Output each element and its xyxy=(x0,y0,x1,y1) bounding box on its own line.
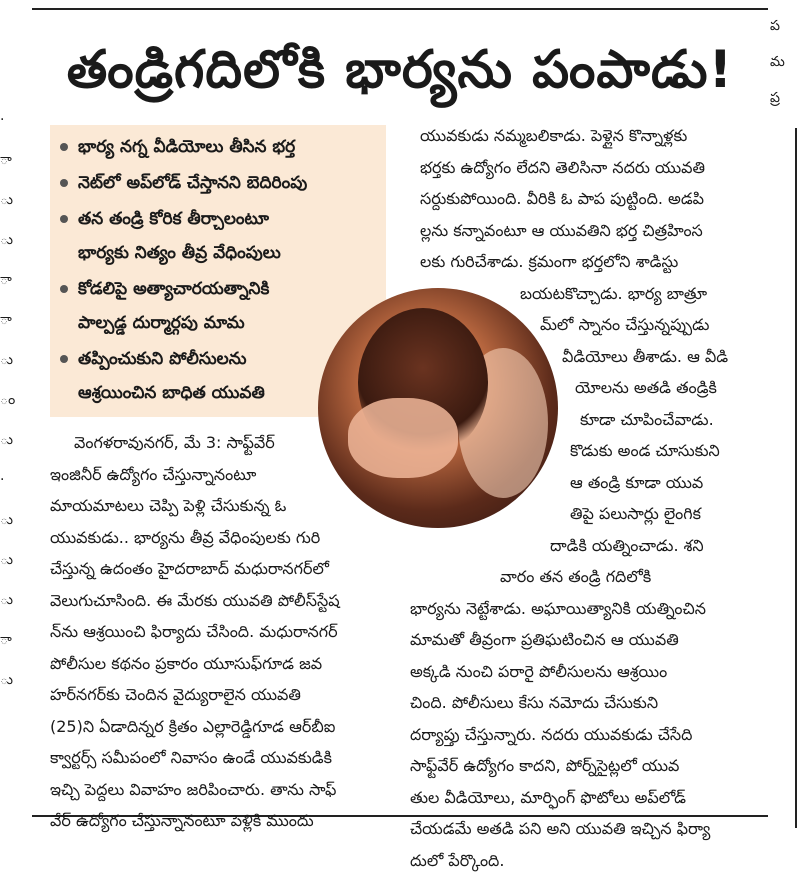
top-rule xyxy=(32,8,768,10)
article-line: ఇచ్చి పెద్దలు వివాహం జరిపించారు. తాను సాఫ్ xyxy=(50,774,390,806)
article-line: వేర్ ఉద్యోగం చేస్తున్నానంటూ పెళ్లికి ముందు xyxy=(50,805,390,837)
article-line: దాడికి యత్నించాడు. శని xyxy=(420,530,728,562)
article-line: దులో పేర్కొంది. xyxy=(410,845,728,876)
article-line: చింది. పోలీసులు కేసు నమోదు చేసుకుని xyxy=(410,687,728,719)
highlight-item-continued: ఆశ్రయించిన బాధిత యువతి xyxy=(60,383,265,407)
article-line: (25)ని ఏడాదిన్నర క్రితం ఎల్లారెడ్డిగూడ ఆర్‌బీఐ xyxy=(50,711,390,743)
article-line: వెలుగుచూసింది. ఈ మేరకు యువతి పోలీస్‌స్టేష xyxy=(50,585,390,617)
bullet-icon xyxy=(60,143,68,151)
article-line: క్వార్టర్స్ సమీపంలో నివాసం ఉండే యువకుడికి xyxy=(50,742,390,774)
article-line: హర్‌నగర్‌కు చెందిన వైద్యురాలైన యువతి xyxy=(50,679,390,711)
article-line: లకు గురిచేశాడు. క్రమంగా భర్తలోని శాడిస్టు xyxy=(420,246,728,278)
article-line: యువకుడు నమ్మబలికాడు. పెళ్లైన కొన్నాళ్లకు xyxy=(420,120,728,152)
bullet-icon xyxy=(60,355,68,363)
highlight-item: నెట్‌లో అప్‌లోడ్ చేస్తానని బెదిరింపు xyxy=(60,173,307,197)
article-line: న్‌ను ఆశ్రయించి ఫిర్యాదు చేసింది. మధురానగర్ xyxy=(50,616,390,648)
article-line: బయటకొచ్చాడు. భార్య బాత్రూ xyxy=(420,278,728,310)
left-edge-fragment: · ా ు ు ా ా ు ం ు · ు ు ు ా ు xyxy=(0,100,12,700)
right-edge-frame xyxy=(795,128,800,828)
article-line: మామతో తీవ్రంగా ప్రతిఘటించిన ఆ యువతి xyxy=(410,624,728,656)
article-left-column xyxy=(50,427,390,837)
article-line: చేస్తున్న ఉదంతం హైదరాబాద్ మధురానగర్‌లో xyxy=(50,553,390,585)
highlight-item: తప్పించుకుని పోలీసులను xyxy=(60,349,247,373)
article-line: మాయమాటలు చెప్పి పెళ్లి చేసుకున్న ఓ xyxy=(50,490,390,522)
article-line: యోలను అతడి తండ్రికి xyxy=(420,372,728,404)
photo-hands xyxy=(348,398,458,478)
article-line: పోలీసుల కథనం ప్రకారం యూసుఫ్‌గూడ జవ xyxy=(50,648,390,680)
bullet-icon xyxy=(60,285,68,293)
highlight-item-continued: పాల్పడ్డ దుర్మార్గపు మామ xyxy=(60,313,245,337)
right-edge-fragment: ప మ ప్ర xyxy=(770,8,800,116)
article-line: అక్కడి నుంచి పరారై పోలీసులను ఆశ్రయిం xyxy=(410,656,728,688)
article-line: తిపై పలుసార్లు లైంగిక xyxy=(420,498,728,530)
article-line: కూడా చూపించేవాడు. xyxy=(420,404,728,436)
article-line: ఆ తండ్రి కూడా యువ xyxy=(420,467,728,499)
article-line: ఇంజినీర్ ఉద్యోగం చేస్తున్నానంటూ xyxy=(50,459,390,491)
article-line: సర్దుకుపోయింది. వీరికి ఓ పాప పుట్టింది. అడపి xyxy=(420,183,728,215)
highlight-item: తన తండ్రి కోరిక తీర్చాలంటూ xyxy=(60,209,269,233)
article-line: కొడుకు అండ చూసుకుని xyxy=(420,435,728,467)
article-line: చేయడమే అతడి పని అని యువతి ఇచ్చిన ఫిర్యా xyxy=(410,813,728,845)
article-line: భర్తకు ఉద్యోగం లేదని తెలిసినా నదరు యువతి xyxy=(420,152,728,184)
bullet-icon xyxy=(60,179,68,187)
article-line: మ్‌లో స్నానం చేస్తున్నప్పుడు xyxy=(420,309,728,341)
bullet-icon xyxy=(60,215,68,223)
highlight-item: భార్య నగ్న వీడియోలు తీసిన భర్త xyxy=(60,137,295,161)
article-line: వారం తన తండ్రి గదిలోకి xyxy=(420,561,728,593)
highlight-item: కోడలిపై అత్యాచారయత్నానికి xyxy=(60,279,269,303)
article-line: దర్యాప్తు చేస్తున్నారు. నదరు యువకుడు చేసేది xyxy=(410,719,728,751)
article-line: యువకుడు.. భార్యను తీవ్ర వేధింపులకు గురి xyxy=(50,522,390,554)
headline: తండ్రిగదిలోకి భార్యను పంపాడు! xyxy=(40,22,760,118)
article-line: భార్యను నెట్టేశాడు. అఘాయిత్యానికి యత్నించిన xyxy=(410,593,728,625)
article-line: తుల వీడియోలు, మార్ఫింగ్ ఫొటోలు అప్‌లోడ్ xyxy=(410,782,728,814)
article-line: సాఫ్ట్‌వేర్ ఉద్యోగం కాదని, పోర్న్‌సైట్లలో యువ xyxy=(410,750,728,782)
distressed-woman-photo xyxy=(318,288,558,528)
highlight-item-continued: భార్యకు నిత్యం తీవ్ర వేధింపులు xyxy=(60,243,281,267)
article-line: ల్లను కన్నావంటూ ఆ యువతిని భర్త చిత్రహింస xyxy=(420,215,728,247)
article-line: వెంగళరావునగర్, మే 3: సాఫ్ట్‌వేర్ xyxy=(50,427,390,459)
article-line: వీడియోలు తీశాడు. ఆ వీడి xyxy=(420,341,728,373)
